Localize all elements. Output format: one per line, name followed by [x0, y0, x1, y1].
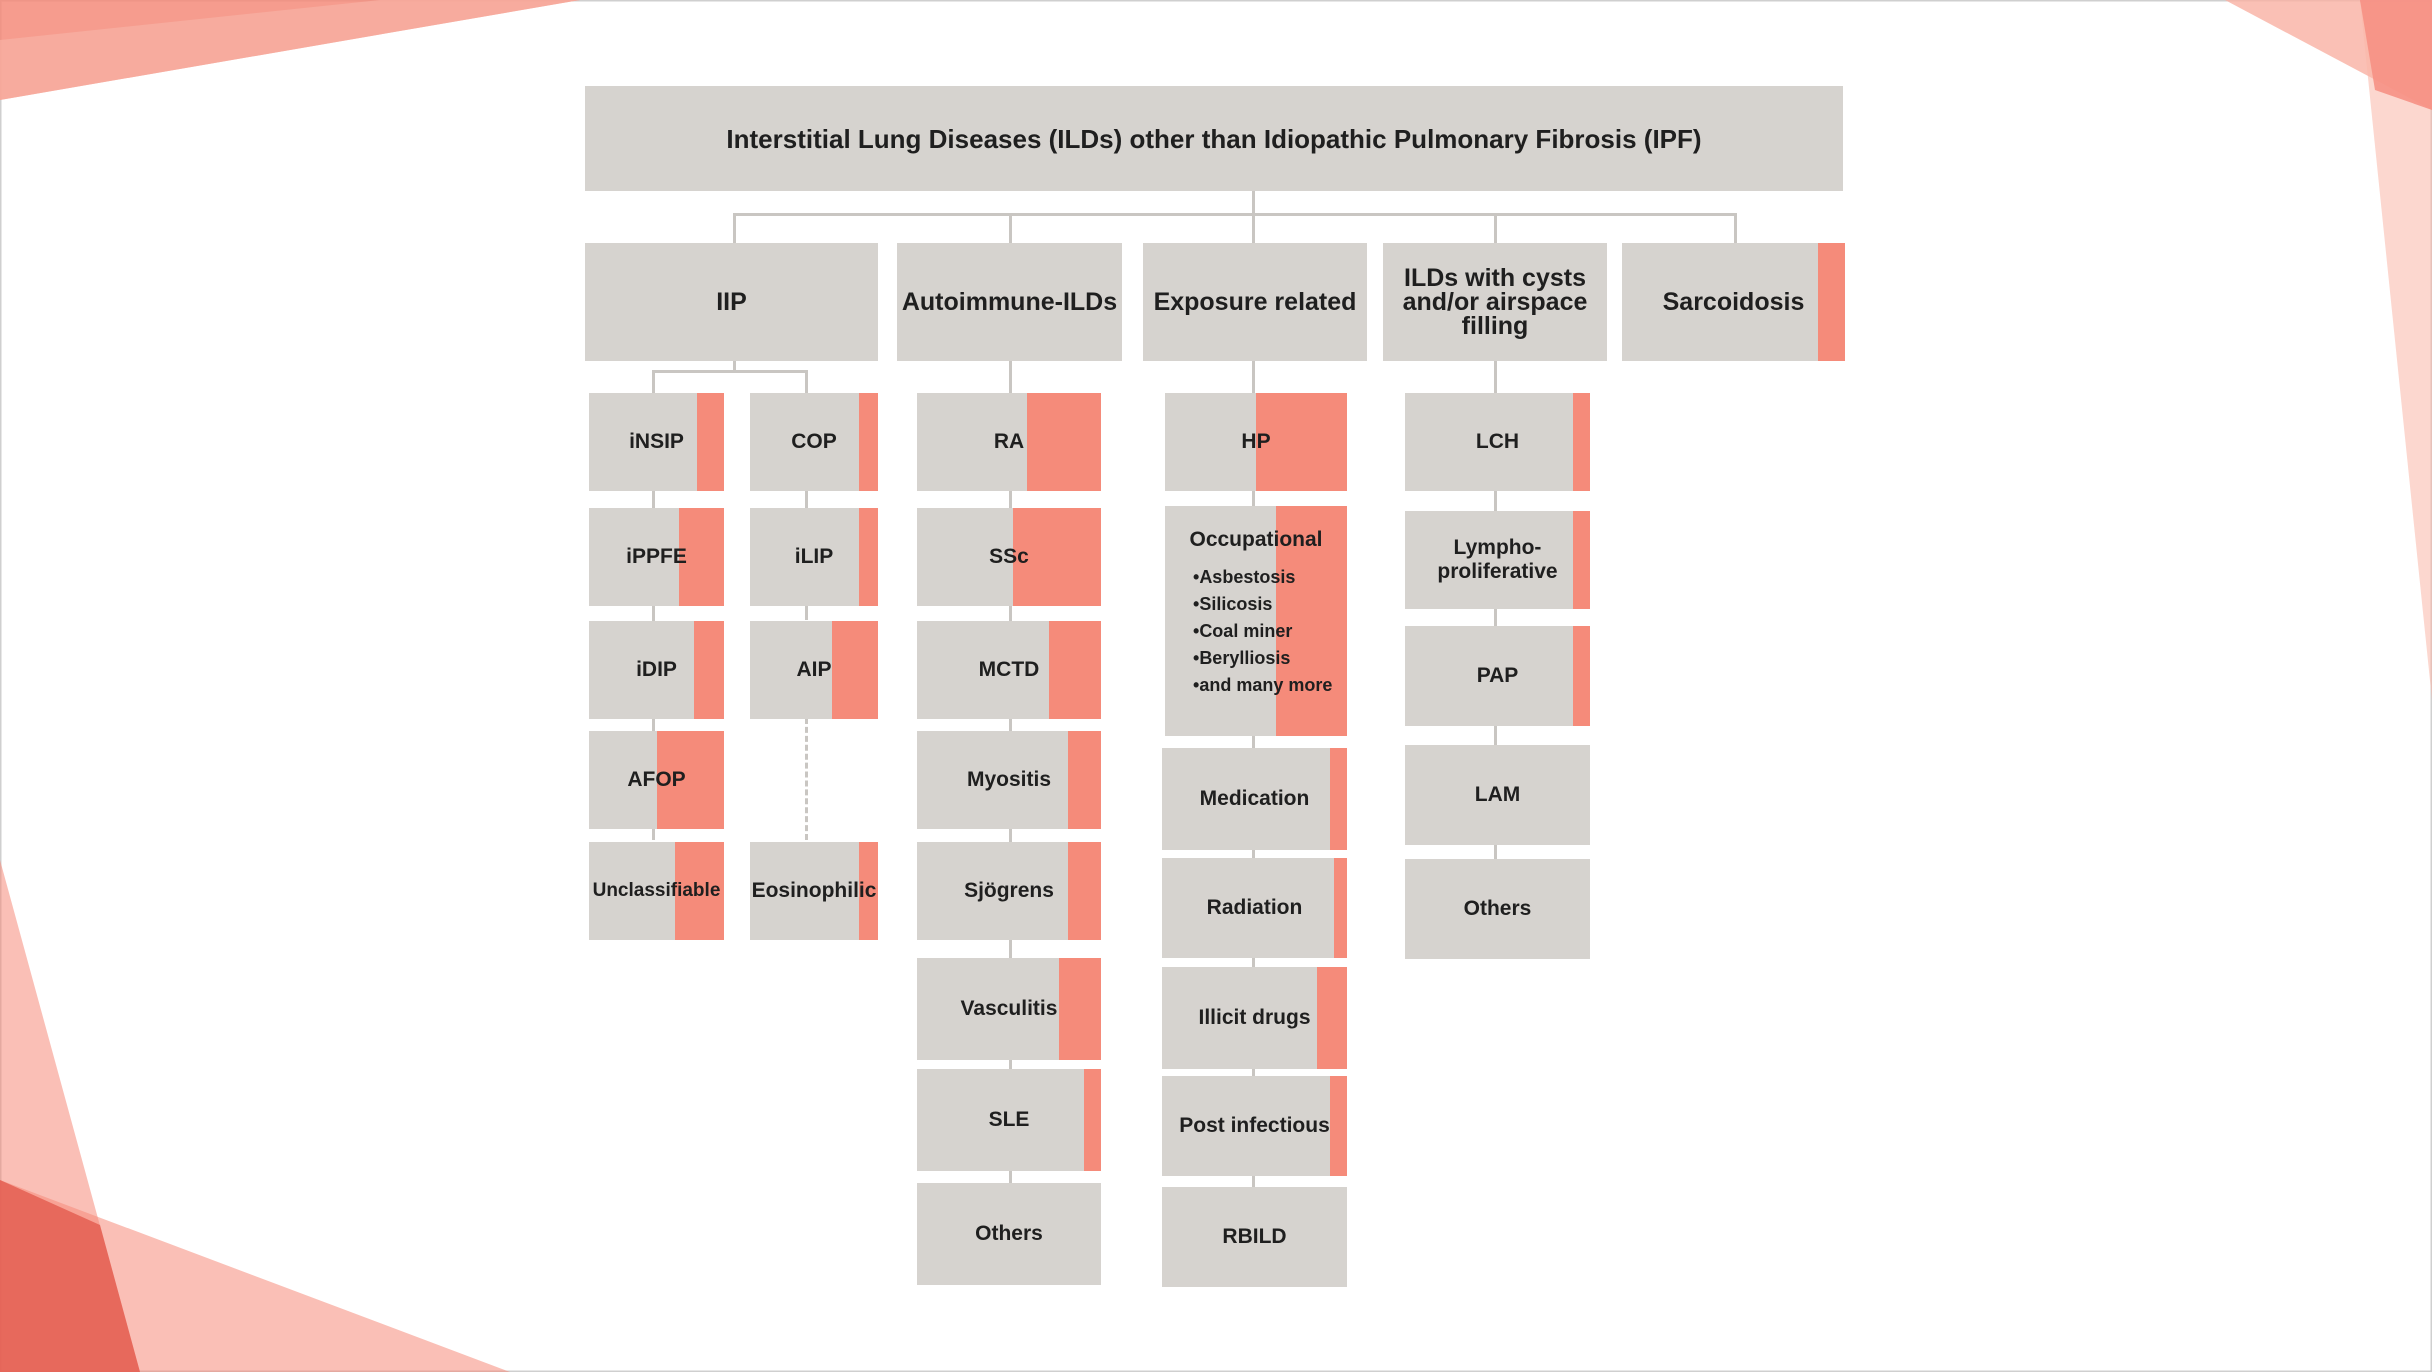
node-insip [589, 393, 724, 491]
node-illicit-drugs [1162, 967, 1347, 1069]
node-label: COP [791, 430, 837, 453]
category-autoimmune-label: Autoimmune-ILDs [901, 288, 1118, 316]
node-lymphoproliferative [1405, 511, 1590, 609]
node-label: Lympho- proliferative [1437, 536, 1558, 583]
node-sle [917, 1069, 1101, 1171]
list-item: • Coal miner [1193, 618, 1332, 645]
list-item: • and many more [1193, 672, 1332, 699]
node-label: MCTD [978, 658, 1040, 681]
node-myositis [917, 731, 1101, 829]
category-exposure [1143, 243, 1367, 361]
node-unclassifiable [589, 842, 724, 940]
node-label: Vasculitis [960, 997, 1058, 1020]
node-label: PAP [1476, 664, 1519, 687]
node-occupational [1165, 506, 1347, 736]
node-ra [917, 393, 1101, 491]
node-label: LCH [1475, 430, 1520, 453]
node-post-infectious [1162, 1076, 1347, 1176]
node-label: RBILD [1222, 1225, 1287, 1248]
category-sarcoidosis-label: Sarcoidosis [1662, 288, 1805, 316]
node-aip [750, 621, 878, 719]
node-label: Post infectious [1179, 1114, 1330, 1137]
node-label: Medication [1199, 787, 1310, 810]
node-radiation [1162, 858, 1347, 958]
node-lam [1405, 745, 1590, 845]
node-label: iLIP [794, 545, 834, 568]
node-label: Sjögrens [964, 879, 1054, 902]
node-label: AIP [796, 658, 832, 681]
node-label: Others [975, 1222, 1043, 1245]
category-cysts [1383, 243, 1607, 361]
node-pap [1405, 626, 1590, 726]
category-autoimmune [897, 243, 1122, 361]
node-medication [1162, 748, 1347, 850]
node-afop [589, 731, 724, 829]
node-label: LAM [1474, 783, 1521, 806]
node-mctd [917, 621, 1101, 719]
category-sarcoidosis [1622, 243, 1845, 361]
category-exposure-label: Exposure related [1153, 288, 1357, 316]
node-cysts-others [1405, 859, 1590, 959]
node-label: Others [1463, 897, 1532, 920]
node-label: iDIP [636, 658, 677, 681]
node-label: HP [1241, 430, 1271, 453]
node-cop [750, 393, 878, 491]
node-label: Occupational [1189, 528, 1323, 551]
node-ssc [917, 508, 1101, 606]
node-vasculitis [917, 958, 1101, 1060]
node-ilip [750, 508, 878, 606]
node-label: iNSIP [629, 430, 684, 453]
list-item: • Berylliosis [1193, 645, 1332, 672]
node-label: Eosinophilic [751, 879, 877, 902]
list-item: • Silicosis [1193, 591, 1332, 618]
node-label: RA [993, 430, 1025, 453]
node-eosinophilic [750, 842, 878, 940]
diagram-title-text: Interstitial Lung Diseases (ILDs) other than Idiopathic Pulmonary Fibrosis (IPF) [726, 123, 1702, 154]
category-iip [585, 243, 878, 361]
node-idip [589, 621, 724, 719]
node-label: iPPFE [626, 545, 687, 568]
category-iip-label: IIP [716, 288, 747, 316]
node-label: AFOP [627, 768, 686, 791]
node-label: SLE [988, 1108, 1030, 1131]
node-label: Radiation [1206, 896, 1303, 919]
node-rbild [1162, 1187, 1347, 1287]
node-ippfe [589, 508, 724, 606]
category-cysts-label: ILDs with cysts and/or airspace filling [1402, 264, 1588, 340]
list-item: • Asbestosis [1193, 564, 1332, 591]
node-label: Illicit drugs [1198, 1006, 1311, 1029]
node-sjogrens [917, 842, 1101, 940]
diagram-title [585, 86, 1843, 191]
node-lch [1405, 393, 1590, 491]
node-label: Myositis [966, 768, 1052, 791]
node-hp [1165, 393, 1347, 491]
node-label: SSc [989, 545, 1029, 568]
node-autoimmune-others [917, 1183, 1101, 1285]
occupational-list [1193, 564, 1332, 699]
node-label: Unclassifiable [592, 880, 721, 901]
